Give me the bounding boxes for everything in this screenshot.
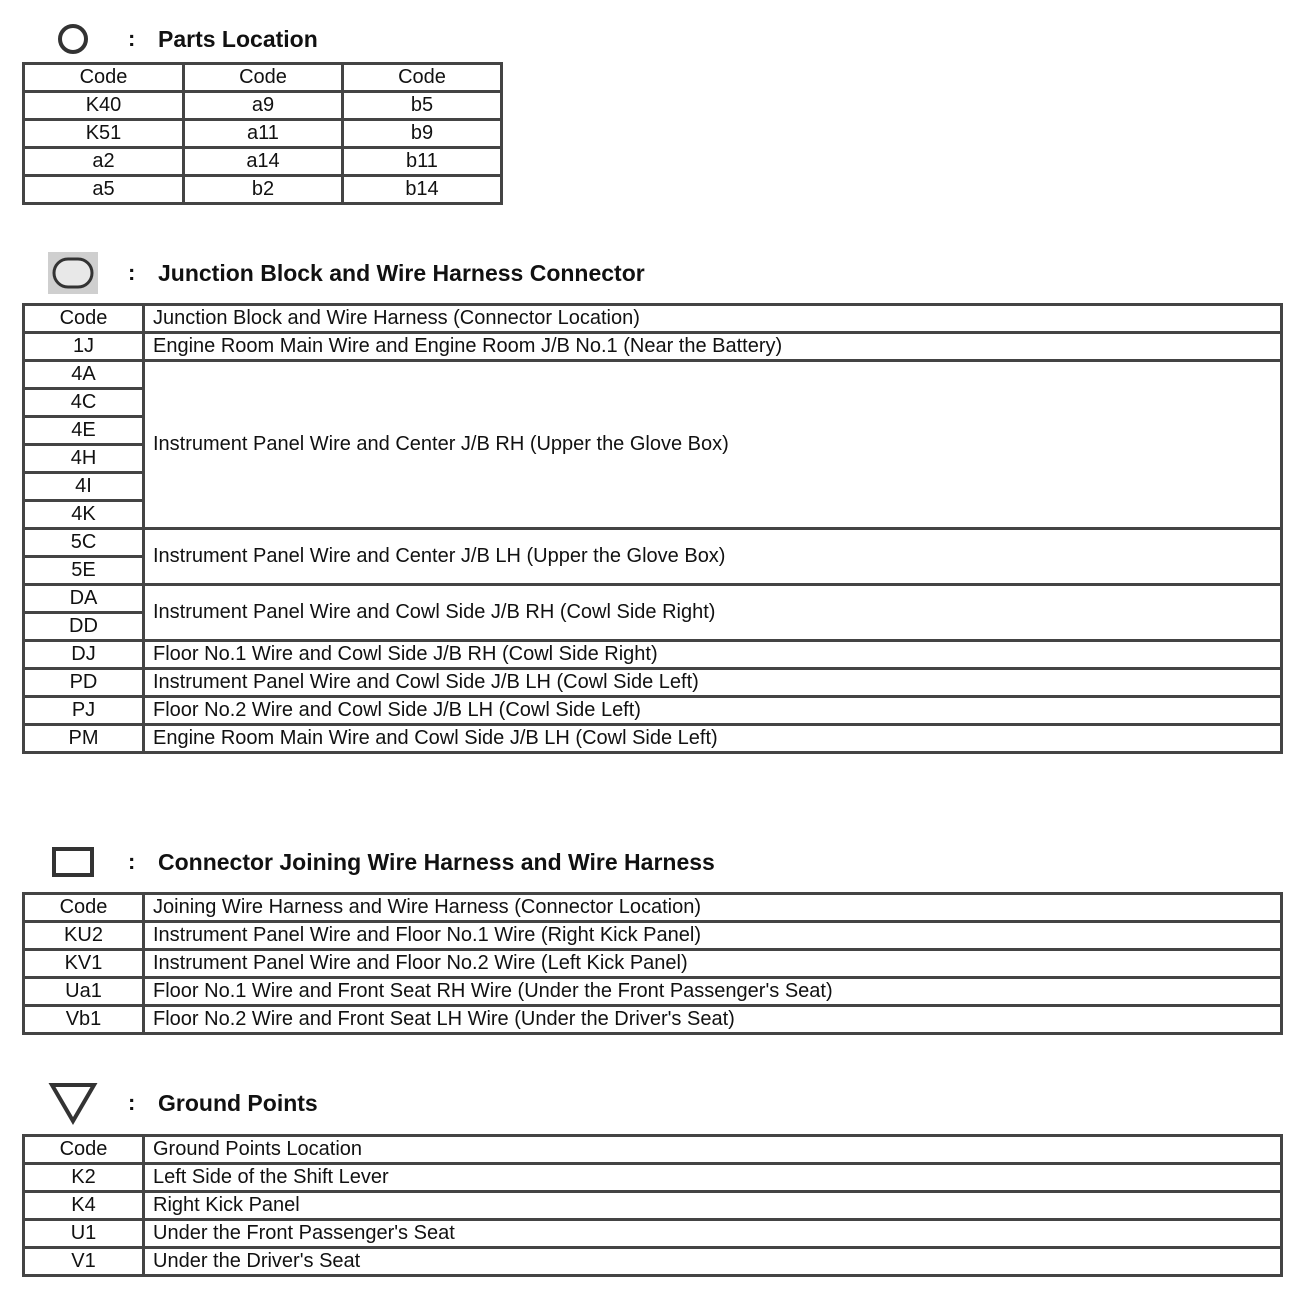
part-code-cell: a5 xyxy=(24,176,184,204)
ground-code-cell: K2 xyxy=(24,1164,144,1192)
ground-points-table xyxy=(22,1134,1283,1277)
connector-code-cell: PJ xyxy=(24,697,144,725)
parts-location-table xyxy=(22,62,503,205)
circle-icon xyxy=(44,16,102,62)
connector-code-cell: Vb1 xyxy=(24,1006,144,1034)
connector-location-cell: Instrument Panel Wire and Floor No.2 Wire (Left Kick Panel) xyxy=(144,950,1282,978)
shaded-rounded-rect-icon xyxy=(44,250,102,296)
part-code-cell: K40 xyxy=(24,92,184,120)
table-row xyxy=(24,148,502,176)
table-row xyxy=(24,641,1282,669)
connector-location-cell: Engine Room Main Wire and Cowl Side J/B LH (Cowl Side Left) xyxy=(144,725,1282,753)
code-header: Code xyxy=(24,64,184,92)
connector-location-cell: Engine Room Main Wire and Engine Room J/B No.1 (Near the Battery) xyxy=(144,333,1282,361)
part-code-cell: b11 xyxy=(343,148,502,176)
triangle-down-icon xyxy=(44,1080,102,1126)
connector-code-cell: KU2 xyxy=(24,922,144,950)
table-header-row xyxy=(24,1136,1282,1164)
connector-code-cell: DD xyxy=(24,613,144,641)
connector-code-cell: 4K xyxy=(24,501,144,529)
junction-block-header xyxy=(44,250,645,296)
connector-code-cell: 4C xyxy=(24,389,144,417)
connector-code-cell: 4I xyxy=(24,473,144,501)
connector-location-cell: Floor No.1 Wire and Cowl Side J/B RH (Cowl Side Right) xyxy=(144,641,1282,669)
table-row xyxy=(24,120,502,148)
connector-code-cell: 5E xyxy=(24,557,144,585)
connector-code-cell: 1J xyxy=(24,333,144,361)
connector-location-cell: Instrument Panel Wire and Center J/B RH (Upper the Glove Box) xyxy=(144,361,1282,529)
connector-joining-table xyxy=(22,892,1283,1035)
ground-code-cell: V1 xyxy=(24,1248,144,1276)
connector-code-cell: PM xyxy=(24,725,144,753)
code-header: Code xyxy=(24,1136,144,1164)
connector-joining-header xyxy=(44,839,715,885)
code-header: Code xyxy=(343,64,502,92)
connector-code-cell: PD xyxy=(24,669,144,697)
table-row xyxy=(24,1164,1282,1192)
connector-joining-title: Connector Joining Wire Harness and Wire Harness xyxy=(158,848,715,875)
ground-location-cell: Left Side of the Shift Lever xyxy=(144,1164,1282,1192)
connector-code-cell: Ua1 xyxy=(24,978,144,1006)
connector-location-cell: Instrument Panel Wire and Center J/B LH (Upper the Glove Box) xyxy=(144,529,1282,585)
table-header-row xyxy=(24,305,1282,333)
ground-location-cell: Under the Driver's Seat xyxy=(144,1248,1282,1276)
part-code-cell: b14 xyxy=(343,176,502,204)
table-row xyxy=(24,1248,1282,1276)
table-row xyxy=(24,361,1282,389)
part-code-cell: a11 xyxy=(184,120,343,148)
table-row xyxy=(24,333,1282,361)
code-header: Code xyxy=(24,894,144,922)
location-header: Joining Wire Harness and Wire Harness (Connector Location) xyxy=(144,894,1282,922)
connector-location-cell: Instrument Panel Wire and Floor No.1 Wire (Right Kick Panel) xyxy=(144,922,1282,950)
connector-code-cell: DJ xyxy=(24,641,144,669)
connector-location-cell: Floor No.2 Wire and Cowl Side J/B LH (Cowl Side Left) xyxy=(144,697,1282,725)
table-row xyxy=(24,1006,1282,1034)
code-header: Code xyxy=(184,64,343,92)
junction-block-table xyxy=(22,303,1283,754)
junction-block-colon: : xyxy=(128,260,136,285)
connector-code-cell: DA xyxy=(24,585,144,613)
table-row xyxy=(24,697,1282,725)
location-header: Ground Points Location xyxy=(144,1136,1282,1164)
ground-points-title: Ground Points xyxy=(158,1089,318,1116)
connector-code-cell: 4E xyxy=(24,417,144,445)
connector-code-cell: 4H xyxy=(24,445,144,473)
table-header-row xyxy=(24,894,1282,922)
rectangle-icon xyxy=(44,839,102,885)
ground-points-colon: : xyxy=(128,1090,136,1115)
table-row xyxy=(24,585,1282,613)
part-code-cell: a9 xyxy=(184,92,343,120)
parts-location-header xyxy=(44,16,318,62)
table-row xyxy=(24,669,1282,697)
connector-location-cell: Floor No.2 Wire and Front Seat LH Wire (Under the Driver's Seat) xyxy=(144,1006,1282,1034)
connector-code-cell: 4A xyxy=(24,361,144,389)
table-row xyxy=(24,1192,1282,1220)
connector-code-cell: KV1 xyxy=(24,950,144,978)
ground-code-cell: K4 xyxy=(24,1192,144,1220)
table-row xyxy=(24,725,1282,753)
connector-location-cell: Instrument Panel Wire and Cowl Side J/B LH (Cowl Side Left) xyxy=(144,669,1282,697)
code-header: Code xyxy=(24,305,144,333)
table-row xyxy=(24,978,1282,1006)
table-header-row xyxy=(24,64,502,92)
part-code-cell: b5 xyxy=(343,92,502,120)
table-row xyxy=(24,529,1282,557)
ground-code-cell: U1 xyxy=(24,1220,144,1248)
part-code-cell: b9 xyxy=(343,120,502,148)
connector-location-cell: Floor No.1 Wire and Front Seat RH Wire (Under the Front Passenger's Seat) xyxy=(144,978,1282,1006)
part-code-cell: a14 xyxy=(184,148,343,176)
ground-points-header xyxy=(44,1080,318,1126)
connector-code-cell: 5C xyxy=(24,529,144,557)
part-code-cell: a2 xyxy=(24,148,184,176)
parts-location-title: Parts Location xyxy=(158,25,318,52)
table-row xyxy=(24,950,1282,978)
connector-joining-colon: : xyxy=(128,849,136,874)
junction-block-title: Junction Block and Wire Harness Connector xyxy=(158,259,645,286)
location-header: Junction Block and Wire Harness (Connector Location) xyxy=(144,305,1282,333)
table-row xyxy=(24,92,502,120)
part-code-cell: b2 xyxy=(184,176,343,204)
ground-location-cell: Right Kick Panel xyxy=(144,1192,1282,1220)
table-row xyxy=(24,1220,1282,1248)
part-code-cell: K51 xyxy=(24,120,184,148)
table-row xyxy=(24,922,1282,950)
connector-location-cell: Instrument Panel Wire and Cowl Side J/B RH (Cowl Side Right) xyxy=(144,585,1282,641)
table-row xyxy=(24,176,502,204)
parts-location-colon: : xyxy=(128,26,136,51)
ground-location-cell: Under the Front Passenger's Seat xyxy=(144,1220,1282,1248)
